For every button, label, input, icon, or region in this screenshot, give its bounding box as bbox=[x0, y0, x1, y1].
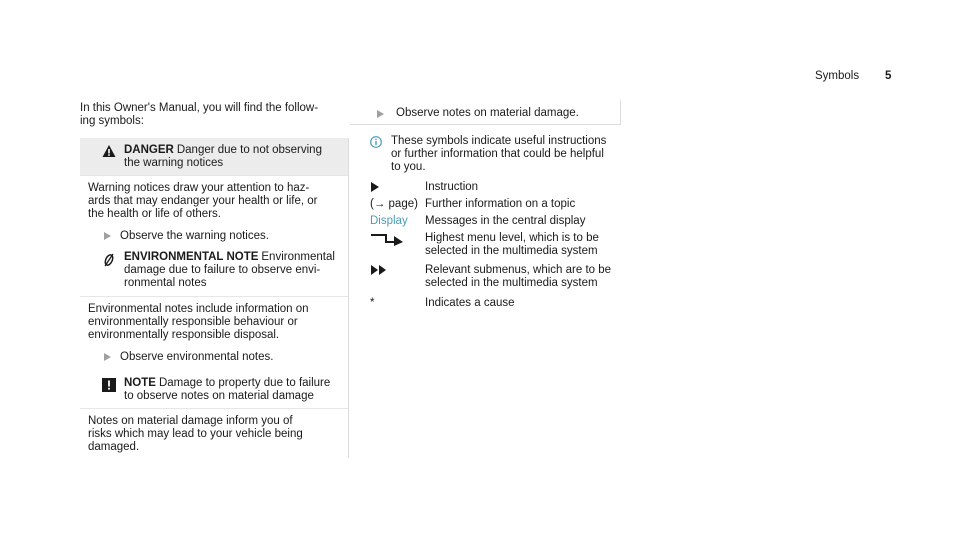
danger-step-text: Observe the warning notices. bbox=[120, 230, 269, 242]
danger-header bbox=[80, 138, 348, 175]
environmental-label: ENVIRONMENTAL NOTE bbox=[124, 251, 259, 263]
danger-title: Danger due to not observing the warning notices bbox=[124, 144, 322, 169]
environmental-title: Environmental damage due to failure to observe envi- ronmental notes bbox=[124, 251, 335, 289]
environmental-box bbox=[80, 245, 349, 373]
header-title: Symbols bbox=[815, 70, 860, 82]
info-text: These symbols indicate useful instructions or further information that could be helpful to you. bbox=[391, 135, 607, 173]
danger-body: Warning notices draw your attention to haz- ards that may endanger your health or life, or the health or life of others. bbox=[80, 175, 348, 225]
page-number: 5 bbox=[885, 70, 892, 82]
symbol-desc: Highest menu level, which is to be selected in the multimedia system bbox=[425, 232, 599, 257]
note-step-text: Observe notes on material damage. bbox=[396, 107, 579, 119]
danger-label: DANGER bbox=[124, 144, 174, 156]
note-label: NOTE bbox=[124, 377, 156, 389]
menu-level-arrow-icon bbox=[370, 232, 425, 250]
warning-triangle-icon bbox=[102, 144, 116, 158]
symbol-desc: Further information on a topic bbox=[425, 198, 576, 210]
note-body: Notes on material damage inform you of risks which may lead to your vehicle being damaged. bbox=[80, 408, 348, 458]
symbol-desc: Relevant submenus, which are to be selected in the multimedia system bbox=[425, 264, 612, 289]
exclamation-square-icon bbox=[102, 378, 116, 392]
environmental-step-text: Observe environmental notes. bbox=[120, 351, 274, 363]
environment-leaf-icon bbox=[102, 253, 116, 267]
danger-box bbox=[80, 138, 349, 252]
step-arrow-icon bbox=[104, 232, 111, 240]
environmental-step bbox=[80, 346, 348, 372]
note-title: Damage to property due to failure to observe notes on material damage bbox=[124, 377, 331, 402]
symbol-desc: Messages in the central display bbox=[425, 215, 586, 227]
symbol-label: Display bbox=[370, 215, 408, 227]
symbol-desc: Instruction bbox=[425, 181, 479, 193]
note-box bbox=[80, 370, 349, 458]
symbol-label: * bbox=[370, 297, 375, 309]
intro-text: In this Owner's Manual, you will find the follow- ing symbols: bbox=[80, 102, 319, 127]
note-step bbox=[350, 100, 621, 125]
instruction-triangle-icon bbox=[370, 181, 425, 197]
info-circle-icon bbox=[370, 136, 382, 148]
note-header bbox=[80, 370, 348, 408]
symbol-desc: Indicates a cause bbox=[425, 297, 515, 309]
environmental-body: Environmental notes include information on environmentally responsible behaviour or environmentally responsible disposal. bbox=[80, 296, 348, 346]
double-chevron-icon bbox=[370, 264, 425, 280]
step-arrow-icon bbox=[377, 110, 384, 118]
step-arrow-icon bbox=[104, 353, 111, 361]
environmental-header bbox=[80, 245, 348, 296]
symbol-label: (→ page) bbox=[370, 198, 418, 210]
